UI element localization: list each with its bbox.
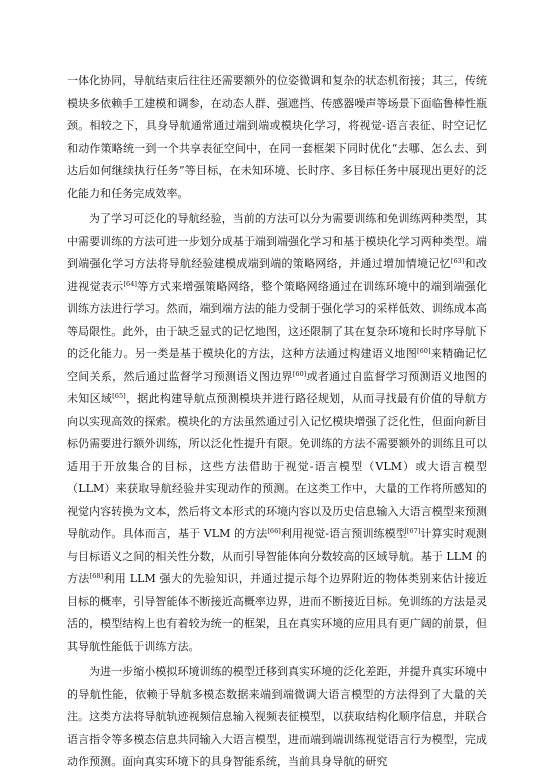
citation-marker: [64] xyxy=(123,279,137,288)
citation-marker: [65] xyxy=(112,392,126,400)
paragraph-text: 计算实时观测与目标语义之间的相关性分数，从而引导智能体向分数较高的区域导航。基于 LLM 的方法 xyxy=(67,527,487,585)
citation-marker: [60] xyxy=(417,347,431,355)
citation-marker: [68] xyxy=(89,572,104,580)
page-body xyxy=(67,70,487,777)
paragraph-text: 来精确记忆空间关系，然后通过监督学习预测语义图边界 xyxy=(67,347,487,383)
paragraph-text: 一体化协同，导航结束后往往还需要额外的位姿微调和复杂的状态机衔接；其三，传统模块多依赖手工建模和调参，在动态人群、强遮挡、传感器噪声等场景下面临鲁棒性瓶颈。相较之下，具身导航通常通过端到端或模块化学习，将视觉-语言表征、时空记忆和动作策略统一到一个共享表征空间中，在同一套框架下同时优化“去哪、怎么去、到达后如何继续执行任务”等目标，在未知环境、长时序、多目标任务中展现出更好的泛化能力和任务完成效率。 xyxy=(67,74,487,200)
paragraph-text: 或者通过自监督学习预测语义地图的未知区域 xyxy=(67,369,487,405)
paragraph-text: ，据此构建导航点预测模块并进行路径规划，从而寻找最有价值的导航方向以实现高效的探索。模块化的方法虽然通过引入记忆模块增强了泛化性，但面向新目标仍需要进行额外训练，所以泛化性提升有限。免训练的方法不需要额外的训练且可以适用于开放集合的目标，这些方法借助于视觉-语言模型（VLM）或大语言模型（LLM）来获取导航经验并实现动作的预测。在这类工作中，大量的工作将所感知的视觉内容转换为文本，然后将文本形式的环境内容以及历史信息输入大语言模型来预测导航动作。具体而言，基于 VLM 的方法 xyxy=(67,392,487,540)
citation-marker: [67] xyxy=(406,527,421,535)
paragraph-text: 为了学习可泛化的导航经验，当前的方法可以分为需要训练和免训练两种类型，其中需要训练的方法可进一步划分成基于端到端强化学习和基于模块化学习两种类型。端到端强化学习方法将导航经验建模成端到端的策略网络，并通过增加情境记忆 xyxy=(67,212,487,270)
citation-marker: [66] xyxy=(267,527,281,535)
citation-marker: [63] xyxy=(450,257,465,265)
paragraph-text: 利用视觉-语言预训练模型 xyxy=(280,527,407,540)
citation-marker: [60] xyxy=(292,369,307,378)
body-paragraph xyxy=(67,208,487,658)
paragraph-text: 和改进视觉表示 xyxy=(67,257,487,293)
paragraph-text: 为进一步缩小模拟环境训练的模型迁移到真实环境的泛化差距，并提升真实环境中的导航性能，依赖于导航多模态数据来端到端微调大语言模型的方法得到了大量的关注。这类方法将导航轨迹视频信息输入视频表征模型，以获取结构化顺序信息，并联合语言指令等多模态信息共同输入大语言模型，进而端到端训练视觉语言行为模型，完成动作预测。面向真实环境下的具身智能系统，当前具身导航的研究 xyxy=(67,665,487,768)
paragraph-text: 等方式来增强策略网络，整个策略网络通过在训练环境中的端到端强化训练方法进行学习。然而，端到端方法的能力受制于强化学习的采样低效、训练成本高等局限性。此外，由于缺乏显式的记忆地图，这还限制了其在复杂环境和长时序导航下的泛化能力。另一类是基于模块化的方法，这种方法通过构建语义地图 xyxy=(67,279,487,360)
paragraph-text: 利用 LLM 强大的先验知识，并通过提示每个边界附近的物体类别来估计接近目标的概率，引导智能体不断接近高概率边界，进而不断接近目标。免训练的方法是灵活的，模型结构上也有着较为统一的框架，且在真实环境的应用具有更广阔的前景，但其导航性能低于训练方法。 xyxy=(67,572,487,653)
body-paragraph xyxy=(67,70,487,205)
body-paragraph xyxy=(67,661,487,774)
